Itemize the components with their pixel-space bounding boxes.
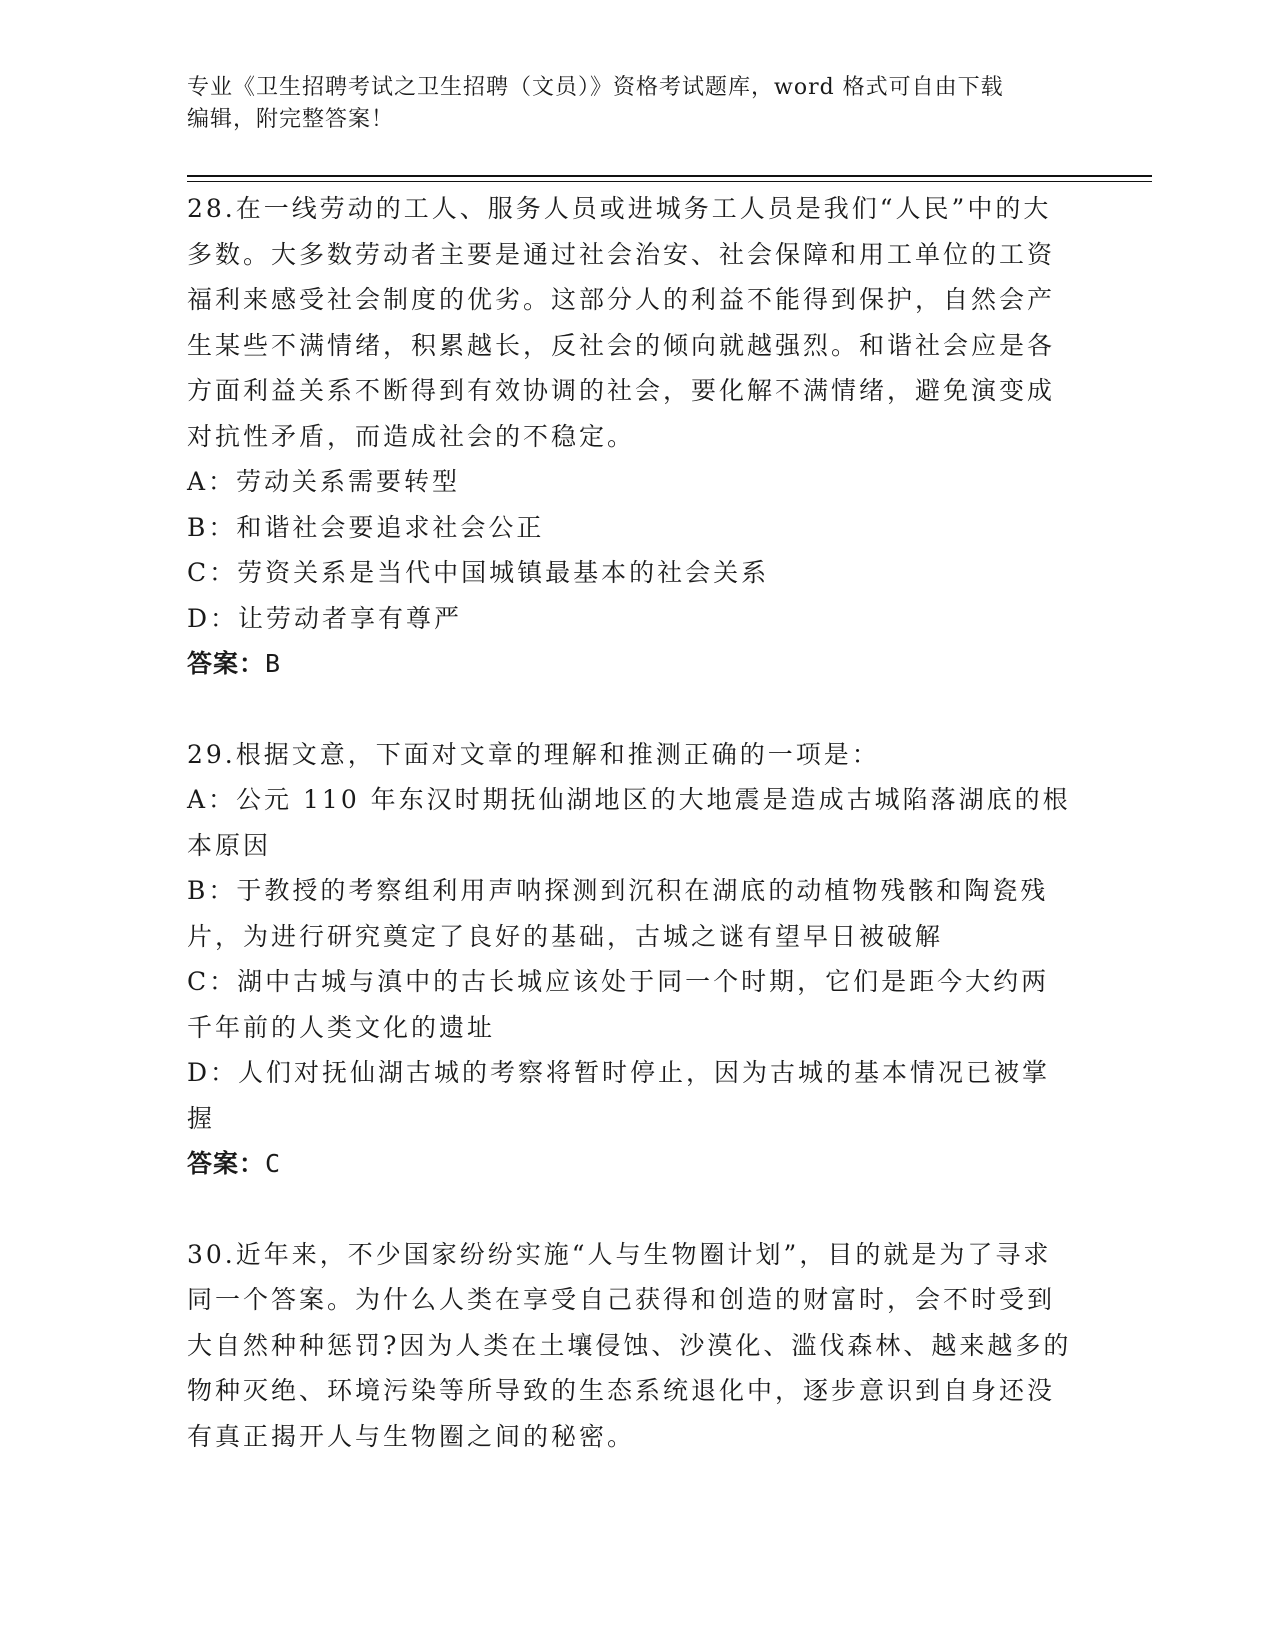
answer-label: 答案：: [187, 1149, 266, 1178]
answer-value: B: [265, 649, 282, 678]
option-a: A：劳动关系需要转型: [187, 467, 461, 496]
document-header: [187, 72, 1077, 136]
answer-line: [187, 641, 1077, 687]
question-28: [187, 186, 1077, 687]
question-stem: 30.近年来，不少国家纷纷实施“人与生物圈计划”，目的就是为了寻求同一个答案。为什么人类在享受自己获得和创造的财富时，会不时受到大自然种种惩罚?因为人类在土壤侵蚀、沙漠化、滥伐森林、越来越多的物种灭绝、环境污染等所导致的生态系统退化中，逐步意识到自身还没有真正揭开人与生物圈之间的秘密。: [187, 1239, 1072, 1451]
option-c: C：湖中古城与滇中的古长城应该处于同一个时期，它们是距今大约两千年前的人类文化的遗址: [187, 967, 1050, 1042]
question-list: [187, 186, 1077, 1459]
spacer: [187, 687, 1077, 732]
option-d: D：人们对抚仙湖古城的考察将暂时停止，因为古城的基本情况已被掌握: [187, 1058, 1051, 1133]
answer-value: C: [265, 1149, 282, 1178]
option-b: B：于教授的考察组利用声呐探测到沉积在湖底的动植物残骸和陶瓷残片，为进行研究奠定了良好的基础，古城之谜有望早日被破解: [187, 876, 1049, 951]
spacer: [187, 1187, 1077, 1232]
header-divider-thick: [187, 175, 1152, 177]
question-stem: 29.根据文意，下面对文章的理解和推测正确的一项是：: [187, 739, 880, 769]
option-b: B：和谐社会要追求社会公正: [187, 512, 545, 542]
question-29: [187, 732, 1077, 1187]
question-stem: 28.在一线劳动的工人、服务人员或进城务工人员是我们“人民”中的大多数。大多数劳动者主要是通过社会治安、社会保障和用工单位的工资福利来感受社会制度的优劣。这部分人的利益不能得到保护，自然会产生某些不满情绪，积累越长，反社会的倾向就越强烈。和谐社会应是各方面利益关系不断得到有效协调的社会，要化解不满情绪，避免演变成对抗性矛盾，而造成社会的不稳定。: [187, 194, 1056, 451]
answer-label: 答案：: [187, 649, 266, 678]
question-30: [187, 1232, 1077, 1460]
header-line-1: 专业《卫生招聘考试之卫生招聘（文员）》资格考试题库，word 格式可自由下载: [187, 75, 1004, 100]
header-divider-thin: [187, 181, 1152, 182]
option-a: A：公元 110 年东汉时期抚仙湖地区的大地震是造成古城陷落湖底的根本原因: [187, 785, 1071, 860]
header-line-2: 编辑，附完整答案！: [187, 107, 395, 132]
option-c: C：劳资关系是当代中国城镇最基本的社会关系: [187, 558, 770, 587]
option-d: D：让劳动者享有尊严: [187, 603, 463, 633]
answer-line: [187, 1141, 1077, 1187]
